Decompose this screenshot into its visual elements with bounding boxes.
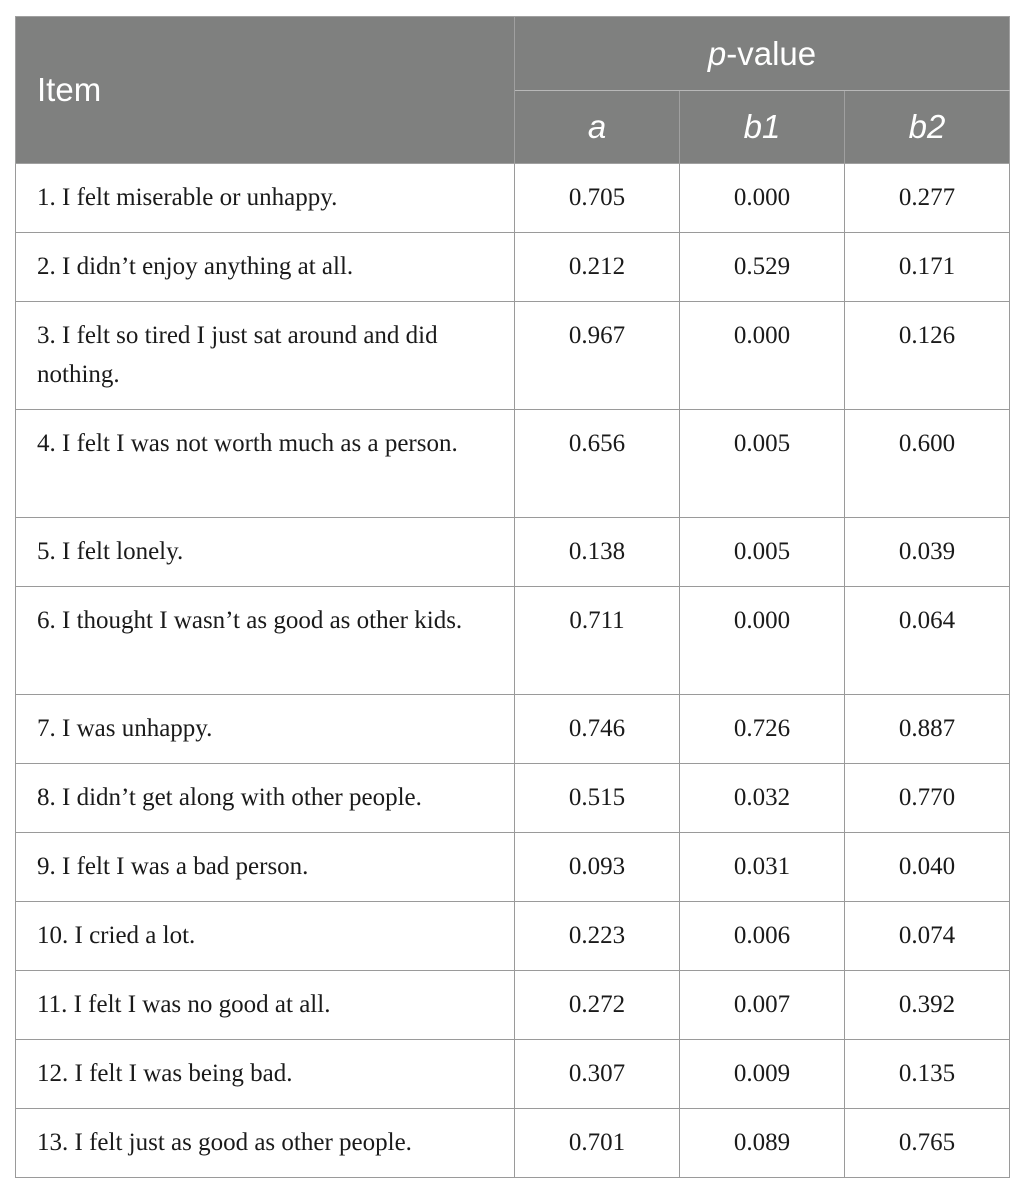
a-cell: 0.711	[515, 587, 680, 695]
b2-cell: 0.126	[845, 302, 1010, 410]
pvalue-group-header	[515, 17, 1010, 91]
pvalue-table	[15, 16, 1010, 1178]
b1-cell: 0.031	[680, 833, 845, 902]
table-row	[16, 410, 1010, 518]
item-cell: 4. I felt I was not worth much as a person.	[16, 410, 515, 518]
item-cell: 1. I felt miserable or unhappy.	[16, 164, 515, 233]
b2-cell: 0.171	[845, 233, 1010, 302]
a-cell: 0.093	[515, 833, 680, 902]
a-cell: 0.223	[515, 902, 680, 971]
p-symbol: p	[707, 34, 727, 72]
table-row	[16, 587, 1010, 695]
item-cell: 12. I felt I was being bad.	[16, 1040, 515, 1109]
item-cell: 10. I cried a lot.	[16, 902, 515, 971]
b2-cell: 0.600	[845, 410, 1010, 518]
item-cell: 11. I felt I was no good at all.	[16, 971, 515, 1040]
table-row	[16, 902, 1010, 971]
table-row	[16, 1040, 1010, 1109]
b2-cell: 0.040	[845, 833, 1010, 902]
b1-cell: 0.000	[680, 587, 845, 695]
b2-cell: 0.064	[845, 587, 1010, 695]
b2-cell: 0.887	[845, 695, 1010, 764]
b1-cell: 0.005	[680, 410, 845, 518]
b1-cell: 0.005	[680, 518, 845, 587]
table-row	[16, 518, 1010, 587]
value-label: -value	[726, 34, 817, 72]
table-row	[16, 695, 1010, 764]
b2-cell: 0.074	[845, 902, 1010, 971]
b1-cell: 0.529	[680, 233, 845, 302]
a-cell: 0.705	[515, 164, 680, 233]
item-cell: 2. I didn’t enjoy anything at all.	[16, 233, 515, 302]
table-row	[16, 1109, 1010, 1178]
a-cell: 0.967	[515, 302, 680, 410]
table-body	[16, 164, 1010, 1178]
b1-cell: 0.032	[680, 764, 845, 833]
a-cell: 0.272	[515, 971, 680, 1040]
a-cell: 0.515	[515, 764, 680, 833]
b2-cell: 0.277	[845, 164, 1010, 233]
column-header-b2: b2	[845, 91, 1010, 164]
b2-cell: 0.765	[845, 1109, 1010, 1178]
item-cell: 13. I felt just as good as other people.	[16, 1109, 515, 1178]
table-header	[16, 17, 1010, 164]
b2-cell: 0.135	[845, 1040, 1010, 1109]
a-cell: 0.138	[515, 518, 680, 587]
b1-cell: 0.009	[680, 1040, 845, 1109]
item-cell: 6. I thought I wasn’t as good as other kids.	[16, 587, 515, 695]
b2-cell: 0.392	[845, 971, 1010, 1040]
item-cell: 9. I felt I was a bad person.	[16, 833, 515, 902]
item-column-header: Item	[16, 17, 515, 164]
table-row	[16, 971, 1010, 1040]
a-cell: 0.701	[515, 1109, 680, 1178]
table-row	[16, 764, 1010, 833]
table-row	[16, 833, 1010, 902]
a-cell: 0.307	[515, 1040, 680, 1109]
a-cell: 0.746	[515, 695, 680, 764]
b2-cell: 0.039	[845, 518, 1010, 587]
a-cell: 0.212	[515, 233, 680, 302]
b1-cell: 0.726	[680, 695, 845, 764]
item-cell: 8. I didn’t get along with other people.	[16, 764, 515, 833]
table-row	[16, 233, 1010, 302]
b1-cell: 0.000	[680, 302, 845, 410]
column-header-b1: b1	[680, 91, 845, 164]
item-cell: 7. I was unhappy.	[16, 695, 515, 764]
item-cell: 5. I felt lonely.	[16, 518, 515, 587]
item-cell: 3. I felt so tired I just sat around and did nothing.	[16, 302, 515, 410]
b1-cell: 0.000	[680, 164, 845, 233]
b1-cell: 0.007	[680, 971, 845, 1040]
b1-cell: 0.006	[680, 902, 845, 971]
a-cell: 0.656	[515, 410, 680, 518]
table-row	[16, 164, 1010, 233]
b1-cell: 0.089	[680, 1109, 845, 1178]
column-header-a: a	[515, 91, 680, 164]
b2-cell: 0.770	[845, 764, 1010, 833]
table-row	[16, 302, 1010, 410]
